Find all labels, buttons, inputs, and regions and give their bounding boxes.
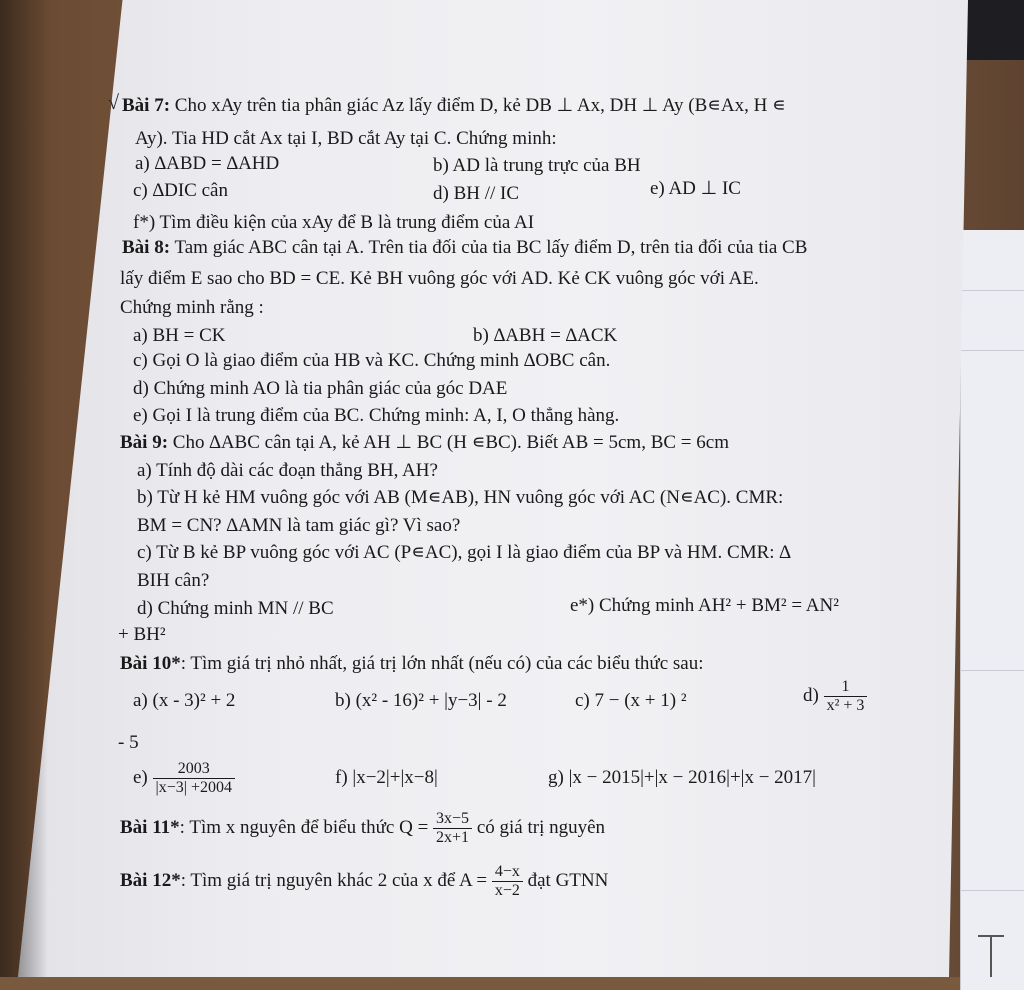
exercise-7-line-2: Ay). Tia HD cắt Ax tại I, BD cắt Ay tại C. Chứng minh: [135, 128, 557, 149]
exercise-9-d: d) Chứng minh MN // BC [137, 598, 334, 619]
exercise-7-line-1: Bài 7: Cho xAy trên tia phân giác Az lấy điểm D, kẻ DB ⊥ Ax, DH ⊥ Ay (B∊Ax, H ∊ [122, 95, 786, 116]
exercise-10-e: e) $\frac{2003}{|x-3| +2004}$ [133, 760, 235, 797]
exercise-9-c-line-1: c) Từ B kẻ BP vuông góc với AC (P∊AC), gọi I là giao điểm của BP và HM. CMR: ∆ [137, 542, 791, 563]
fraction-a: $\frac{4-x}{x-2}$ [492, 863, 523, 900]
fraction-e: $\frac{2003}{|x-3| +2004}$ [153, 760, 235, 797]
exercise-9-line-1: Bài 9: Cho ∆ABC cân tại A, kẻ AH ⊥ BC (H ∊BC). Biết AB = 5cm, BC = 6cm [120, 432, 729, 453]
exercise-7-d: d) BH // IC [433, 183, 520, 204]
exercise-7-f: f*) Tìm điều kiện của xAy để B là trung điểm của AI [133, 212, 535, 233]
exercise-10-c: c) 7 − (x + 1) ² [575, 690, 687, 711]
exercise-7-e: e) AD ⊥ IC [650, 178, 741, 199]
exercise-9-c-line-2: BIH cân? [137, 570, 210, 591]
exercise-8-e: e) Gọi I là trung điểm của BC. Chứng minh: A, I, O thẳng hàng. [133, 405, 620, 426]
exercise-9-e: e*) Chứng minh AH² + BM² = AN² [570, 595, 839, 616]
exercise-12: Bài 12*: Tìm giá trị nguyên khác 2 của x để A = $\frac{4-x}{x-2}$ đạt GTNN [120, 863, 609, 899]
fraction-d: $\frac{1}{\text{x² + 3}}$ [824, 678, 868, 715]
fraction-q: $\frac{3x-5}{2x+1}$ [433, 810, 472, 847]
exercise-8-b: b) ∆ABH = ∆ACK [473, 325, 618, 346]
exercise-9-a: a) Tính độ dài các đoạn thẳng BH, AH? [137, 460, 438, 481]
exercise-10-f: f) |x−2|+|x−8| [335, 767, 438, 788]
exercise-7-c: c) ∆DIC cân [133, 180, 228, 201]
exercise-10-g: g) |x − 2015|+|x − 2016|+|x − 2017| [548, 767, 816, 788]
exercise-8-line-1: Bài 8: Tam giác ABC cân tại A. Trên tia đối của tia BC lấy điểm D, trên tia đối của tia CB [122, 237, 808, 258]
underlying-sheet [960, 230, 1024, 990]
exercise-8-a: a) BH = CK [133, 325, 226, 346]
exercise-11: Bài 11*: Tìm x nguyên để biểu thức Q = $\frac{3x-5}{2x+1}$ có giá trị nguyên [120, 810, 606, 846]
check-mark-icon: √ [108, 92, 119, 114]
exercise-10-d: d) $\frac{1}{\text{x² + 3}}$ [803, 678, 867, 715]
exercise-10-d-tail: - 5 [118, 732, 139, 753]
exercise-8-line-3: Chứng minh rằng : [120, 297, 264, 318]
exercise-10-a: a) (x - 3)² + 2 [133, 690, 236, 711]
exercise-8-d: d) Chứng minh AO là tia phân giác của góc DAE [133, 378, 508, 399]
exercise-7-a: a) ∆ABD = ∆AHD [135, 153, 280, 174]
exercise-8-line-2: lấy điểm E sao cho BD = CE. Kẻ BH vuông góc với AD. Kẻ CK vuông góc với AE. [120, 268, 759, 289]
exercise-10-b: b) (x² - 16)² + |y−3| - 2 [335, 690, 507, 711]
exercise-7-b: b) AD là trung trực của BH [433, 155, 641, 176]
corner-mark [990, 935, 992, 977]
exercise-9-b-line-1: b) Từ H kẻ HM vuông góc với AB (M∊AB), HN vuông góc với AC (N∊AC). CMR: [137, 487, 784, 508]
exercise-8-c: c) Gọi O là giao điểm của HB và KC. Chứng minh ∆OBC cân. [133, 350, 611, 371]
exercise-9-b-line-2: BM = CN? ∆AMN là tam giác gì? Vì sao? [137, 515, 461, 536]
exercise-10-title: Bài 10*: Tìm giá trị nhỏ nhất, giá trị lớn nhất (nếu có) của các biểu thức sau: [120, 653, 704, 674]
exercise-9-e-continued: + BH² [118, 624, 166, 645]
